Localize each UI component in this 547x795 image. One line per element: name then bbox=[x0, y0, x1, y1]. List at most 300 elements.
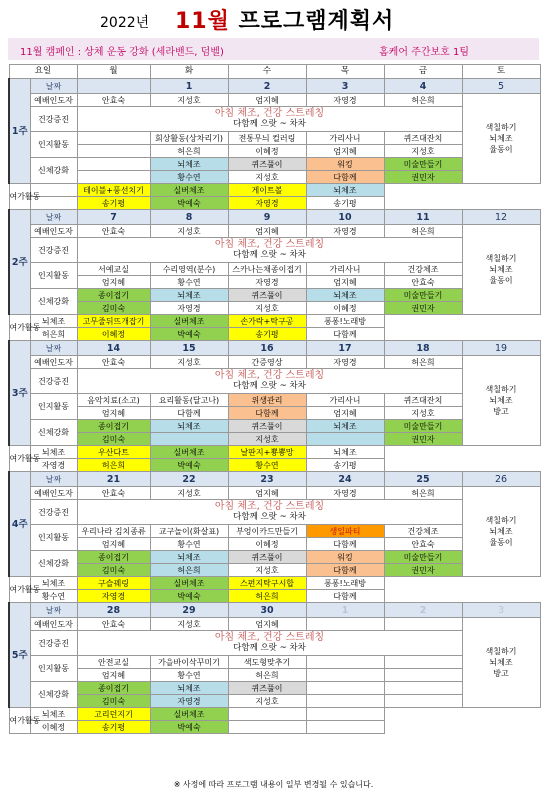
greeter-cell: 안효숙 bbox=[77, 618, 150, 631]
physical-leader: 권민자 bbox=[384, 171, 462, 184]
date-cell: 21 bbox=[77, 472, 150, 487]
physical-leader bbox=[306, 433, 384, 446]
greeter-cell: 지성호 bbox=[150, 487, 228, 500]
physical-program: 뇌체조 bbox=[306, 420, 384, 433]
date-cell: 25 bbox=[384, 472, 462, 487]
physical-leader-row bbox=[9, 171, 540, 184]
cognitive-program: 요리활동(달고나) bbox=[150, 394, 228, 407]
stretch-subtitle: 다함께 으랏 ~ 차차 bbox=[233, 381, 306, 391]
cognitive-label: 인지활동 bbox=[30, 394, 77, 420]
physical-leader: 지성호 bbox=[228, 302, 306, 315]
leisure-leader: 박예숙 bbox=[150, 197, 228, 210]
stretch-subtitle: 다함께 으랏 ~ 차차 bbox=[233, 250, 306, 260]
physical-leader: 김미숙 bbox=[77, 695, 150, 708]
greeter-cell: 지성호 bbox=[150, 94, 228, 107]
leisure-leader: 자영경 bbox=[30, 459, 77, 472]
cognitive-leader: 엄지혜 bbox=[306, 276, 384, 289]
cognitive-leader: 엄지혜 bbox=[77, 276, 150, 289]
cognitive-leader: 허은희 bbox=[228, 669, 306, 682]
greeter-cell: 허은희 bbox=[384, 94, 462, 107]
leisure-program: 실버체조 bbox=[150, 446, 228, 459]
date-row bbox=[9, 472, 540, 487]
physical-program: 퀴즈풀이 bbox=[228, 682, 306, 695]
greeter-cell bbox=[306, 618, 384, 631]
date-row-label: 날짜 bbox=[30, 79, 77, 94]
leisure-program: 퐁퐁!노래방 bbox=[306, 315, 384, 328]
physical-leader: 다함께 bbox=[306, 564, 384, 577]
title-month: 11월 bbox=[175, 9, 230, 34]
title-text: 프로그램계획서 bbox=[238, 9, 395, 34]
leisure-leader: 송기평 bbox=[228, 328, 306, 341]
cognitive-program: 전통무늬 컬러링 bbox=[228, 132, 306, 145]
physical-program: 종이접기 bbox=[77, 682, 150, 695]
cognitive-label: 인지활동 bbox=[30, 656, 77, 682]
leisure-program: 손가락+탁구공 bbox=[228, 315, 306, 328]
day-header-row bbox=[9, 65, 540, 79]
footnote: ※ 사정에 따라 프로그램 내용이 일부 변경될 수 있습니다. bbox=[173, 780, 374, 789]
greeter-cell: 엄지혜 bbox=[228, 618, 306, 631]
campaign-text: 11월 캠페인 : 상체 운동 강화 (세라밴드, 덤벨) bbox=[20, 47, 224, 58]
leisure-leader: 다함께 bbox=[306, 590, 384, 603]
greeter-row bbox=[9, 94, 540, 107]
physical-program: 퀴즈풀이 bbox=[228, 289, 306, 302]
leisure-leader: 송기평 bbox=[306, 459, 384, 472]
physical-row bbox=[9, 551, 540, 564]
greeter-row bbox=[9, 225, 540, 238]
physical-program: 뇌체조 bbox=[150, 420, 228, 433]
stretch-subtitle: 다함께 으랏 ~ 차차 bbox=[233, 512, 306, 522]
date-cell: 28 bbox=[77, 603, 150, 618]
physical-leader: 김미숙 bbox=[77, 564, 150, 577]
cognitive-leader-row bbox=[9, 145, 540, 158]
cognitive-program: 퀴즈대잔치 bbox=[384, 132, 462, 145]
leisure-program: 퐁퐁!노래방 bbox=[306, 577, 384, 590]
week-label: 1주 bbox=[9, 79, 30, 184]
health-label: 건강증진 bbox=[30, 500, 77, 525]
physical-leader-row bbox=[9, 695, 540, 708]
cognitive-program: 위생관리 bbox=[228, 394, 306, 407]
greeter-cell: 허은희 bbox=[384, 487, 462, 500]
health-label: 건강증진 bbox=[30, 107, 77, 132]
stretch-title: 아침 체조, 건강 스트레칭 bbox=[214, 632, 325, 643]
cognitive-leader-row bbox=[9, 669, 540, 682]
cognitive-program bbox=[384, 656, 462, 669]
date-cell: 23 bbox=[228, 472, 306, 487]
physical-leader: 김미숙 bbox=[77, 433, 150, 446]
physical-leader: 권민자 bbox=[384, 302, 462, 315]
cognitive-leader: 황수연 bbox=[150, 276, 228, 289]
physical-row bbox=[9, 420, 540, 433]
leisure-program: 고무줄뒤뜨개잡기 bbox=[77, 315, 150, 328]
leisure-leader: 박예숙 bbox=[150, 590, 228, 603]
cognitive-program: 색도형맞추기 bbox=[228, 656, 306, 669]
physical-program bbox=[77, 158, 150, 171]
stretch-title: 아침 체조, 건강 스트레칭 bbox=[214, 108, 325, 119]
leisure-leader: 자영경 bbox=[77, 590, 150, 603]
saturday-activity: 색칠하기 뇌체조 율동이 bbox=[462, 94, 540, 184]
greeter-cell: 지성호 bbox=[150, 225, 228, 238]
physical-leader: 황수연 bbox=[150, 171, 228, 184]
leisure-label: 여가활동 bbox=[9, 315, 30, 341]
leisure-leader: 황수연 bbox=[30, 590, 77, 603]
leisure-leader: 박예숙 bbox=[150, 721, 228, 734]
cognitive-program: 안전교실 bbox=[77, 656, 150, 669]
physical-leader: 이혜정 bbox=[306, 302, 384, 315]
campaign-banner bbox=[8, 38, 539, 60]
leisure-row bbox=[9, 577, 540, 590]
physical-leader: 허은희 bbox=[150, 564, 228, 577]
greeter-row bbox=[9, 356, 540, 369]
cognitive-leader: 안효숙 bbox=[384, 276, 462, 289]
physical-leader: 지성호 bbox=[228, 433, 306, 446]
physical-row bbox=[9, 289, 540, 302]
physical-label: 신체강화 bbox=[30, 551, 77, 577]
date-row bbox=[9, 210, 540, 225]
leisure-leader: 이혜정 bbox=[30, 721, 77, 734]
day-header: 금 bbox=[384, 65, 462, 79]
leisure-program: 테이블+풍선치기 bbox=[77, 184, 150, 197]
cognitive-program bbox=[306, 656, 384, 669]
day-header-day: 요일 bbox=[9, 65, 77, 79]
physical-program: 미술만들기 bbox=[384, 420, 462, 433]
cognitive-label: 인지활동 bbox=[30, 263, 77, 289]
date-row bbox=[9, 79, 540, 94]
greeter-cell: 엄지혜 bbox=[228, 225, 306, 238]
date-cell: 30 bbox=[228, 603, 306, 618]
cognitive-program: 건강체조 bbox=[384, 525, 462, 538]
cognitive-leader bbox=[77, 145, 150, 158]
physical-program: 뇌체조 bbox=[150, 682, 228, 695]
date-cell: 1 bbox=[306, 603, 384, 618]
physical-label: 신체강화 bbox=[30, 158, 77, 184]
greeter-label: 예배인도자 bbox=[30, 618, 77, 631]
leisure-program: 구슬꿰링 bbox=[77, 577, 150, 590]
leisure-leader: 허은희 bbox=[30, 328, 77, 341]
cognitive-program: 수리영역(분수) bbox=[150, 263, 228, 276]
date-row-label: 날짜 bbox=[30, 341, 77, 356]
day-header: 수 bbox=[228, 65, 306, 79]
leisure-leader: 박예숙 bbox=[150, 328, 228, 341]
cognitive-row bbox=[9, 132, 540, 145]
health-label: 건강증진 bbox=[30, 369, 77, 394]
greeter-cell: 지성호 bbox=[150, 618, 228, 631]
physical-leader: 자영경 bbox=[150, 302, 228, 315]
greeter-cell: 간증영상 bbox=[228, 356, 306, 369]
cognitive-leader: 안효숙 bbox=[384, 538, 462, 551]
title-year: 2022년 bbox=[100, 15, 150, 31]
cognitive-leader: 다함께 bbox=[228, 407, 306, 420]
stretch-cell bbox=[77, 500, 462, 525]
cognitive-leader: 이혜정 bbox=[228, 145, 306, 158]
physical-program: 종이접기 bbox=[77, 289, 150, 302]
leisure-program bbox=[306, 708, 384, 721]
physical-row bbox=[9, 158, 540, 171]
cognitive-leader: 지성호 bbox=[384, 145, 462, 158]
leisure-leader-row bbox=[9, 459, 540, 472]
physical-program: 퀴즈풀이 bbox=[228, 420, 306, 433]
leisure-row bbox=[9, 446, 540, 459]
cognitive-program: 가리사니 bbox=[306, 394, 384, 407]
leisure-leader: 송기평 bbox=[77, 197, 150, 210]
physical-leader: 권민자 bbox=[384, 564, 462, 577]
day-header: 화 bbox=[150, 65, 228, 79]
week-label: 3주 bbox=[9, 341, 30, 446]
leisure-program: 뇌체조 bbox=[306, 446, 384, 459]
cognitive-program: 부엉이카드만들기 bbox=[228, 525, 306, 538]
leisure-program: 실버체조 bbox=[150, 184, 228, 197]
physical-program: 미술만들기 bbox=[384, 289, 462, 302]
cognitive-leader: 허은희 bbox=[150, 145, 228, 158]
date-cell: 2 bbox=[384, 603, 462, 618]
leisure-leader-row bbox=[9, 590, 540, 603]
stretch-subtitle: 다함께 으랏 ~ 차차 bbox=[233, 643, 306, 653]
physical-program: 뇌체조 bbox=[306, 289, 384, 302]
physical-program: 뇌체조 bbox=[150, 158, 228, 171]
date-cell: 24 bbox=[306, 472, 384, 487]
cognitive-leader: 엄지혜 bbox=[306, 407, 384, 420]
leisure-program: 게이트볼 bbox=[228, 184, 306, 197]
day-header: 월 bbox=[77, 65, 150, 79]
cognitive-program: 가리사니 bbox=[306, 263, 384, 276]
week-label: 2주 bbox=[9, 210, 30, 315]
cognitive-program: 교구놀이(화살표) bbox=[150, 525, 228, 538]
date-row bbox=[9, 603, 540, 618]
leisure-leader-row bbox=[9, 197, 540, 210]
physical-leader: 김미숙 bbox=[77, 302, 150, 315]
leisure-program bbox=[228, 708, 306, 721]
greeter-cell: 엄지혜 bbox=[228, 94, 306, 107]
leisure-row bbox=[9, 315, 540, 328]
cognitive-leader: 황수연 bbox=[150, 669, 228, 682]
page-title bbox=[175, 4, 394, 35]
physical-program: 워킹 bbox=[306, 551, 384, 564]
date-cell: 2 bbox=[228, 79, 306, 94]
physical-leader: 지성호 bbox=[228, 695, 306, 708]
leisure-program: 뇌체조 bbox=[30, 708, 77, 721]
leisure-program: 실버체조 bbox=[150, 708, 228, 721]
greeter-label: 예배인도자 bbox=[30, 94, 77, 107]
physical-leader-row bbox=[9, 564, 540, 577]
date-cell: 26 bbox=[462, 472, 540, 487]
physical-leader: 다함께 bbox=[306, 171, 384, 184]
week-label: 4주 bbox=[9, 472, 30, 577]
stretch-cell bbox=[77, 369, 462, 394]
date-cell: 18 bbox=[384, 341, 462, 356]
physical-program bbox=[306, 682, 384, 695]
greeter-cell: 안효숙 bbox=[77, 356, 150, 369]
greeter-cell: 자영경 bbox=[306, 487, 384, 500]
greeter-cell: 허은희 bbox=[384, 225, 462, 238]
date-cell: 3 bbox=[306, 79, 384, 94]
cognitive-leader: 엄지혜 bbox=[306, 145, 384, 158]
saturday-activity: 색칠하기 뇌체조 방고 bbox=[462, 618, 540, 708]
cognitive-program: 생일파티 bbox=[306, 525, 384, 538]
physical-leader bbox=[77, 171, 150, 184]
physical-leader: 지성호 bbox=[228, 171, 306, 184]
greeter-cell: 자영경 bbox=[306, 94, 384, 107]
greeter-cell: 허은희 bbox=[384, 356, 462, 369]
leisure-program: 뇌체조 bbox=[306, 184, 384, 197]
cognitive-program: 우리나라 김치종류 bbox=[77, 525, 150, 538]
cognitive-leader bbox=[384, 669, 462, 682]
physical-leader bbox=[150, 433, 228, 446]
greeter-label: 예배인도자 bbox=[30, 356, 77, 369]
physical-program: 뇌체조 bbox=[150, 551, 228, 564]
saturday-activity: 색칠하기 뇌체조 율동이 bbox=[462, 225, 540, 315]
stretch-title: 아침 체조, 건강 스트레칭 bbox=[214, 239, 325, 250]
leisure-program: 우산다트 bbox=[77, 446, 150, 459]
leisure-label: 여가활동 bbox=[9, 446, 30, 472]
date-cell: 19 bbox=[462, 341, 540, 356]
leisure-leader: 송기평 bbox=[77, 721, 150, 734]
leisure-label: 여가활동 bbox=[9, 708, 30, 734]
cognitive-leader: 지성호 bbox=[384, 407, 462, 420]
physical-leader: 권민자 bbox=[384, 433, 462, 446]
cognitive-leader: 다함께 bbox=[306, 538, 384, 551]
leisure-leader-row bbox=[9, 721, 540, 734]
date-cell: 8 bbox=[150, 210, 228, 225]
leisure-program: 날판지+뿅뿅망 bbox=[228, 446, 306, 459]
saturday-activity: 색칠하기 뇌체조 방고 bbox=[462, 356, 540, 446]
cognitive-leader: 엄지혜 bbox=[77, 407, 150, 420]
cognitive-row bbox=[9, 525, 540, 538]
team-name: 홈케어 주간보호 1팀 bbox=[379, 47, 469, 58]
physical-program: 뇌체조 bbox=[150, 289, 228, 302]
date-cell: 1 bbox=[150, 79, 228, 94]
date-cell: 9 bbox=[228, 210, 306, 225]
greeter-row bbox=[9, 487, 540, 500]
cognitive-label: 인지활동 bbox=[30, 525, 77, 551]
leisure-leader: 이혜정 bbox=[77, 328, 150, 341]
cognitive-program bbox=[77, 132, 150, 145]
cognitive-leader: 자영경 bbox=[228, 276, 306, 289]
physical-leader bbox=[384, 695, 462, 708]
cognitive-leader bbox=[306, 669, 384, 682]
physical-program: 퀴즈풀이 bbox=[228, 551, 306, 564]
date-cell: 14 bbox=[77, 341, 150, 356]
leisure-program: 뇌체조 bbox=[30, 577, 77, 590]
leisure-row bbox=[9, 184, 540, 197]
stretch-cell bbox=[77, 238, 462, 263]
date-cell: 3 bbox=[462, 603, 540, 618]
stretch-cell bbox=[77, 631, 462, 656]
cognitive-program: 회상활동(상차리기) bbox=[150, 132, 228, 145]
cognitive-program: 스카나는채종이접기 bbox=[228, 263, 306, 276]
physical-program: 워킹 bbox=[306, 158, 384, 171]
leisure-leader-row bbox=[9, 328, 540, 341]
date-cell: 5 bbox=[462, 79, 540, 94]
cognitive-leader: 엄지혜 bbox=[77, 538, 150, 551]
greeter-cell: 안효숙 bbox=[77, 225, 150, 238]
leisure-program: 실버체조 bbox=[150, 315, 228, 328]
physical-leader-row bbox=[9, 433, 540, 446]
leisure-program: 뇌체조 bbox=[30, 446, 77, 459]
physical-program bbox=[384, 682, 462, 695]
cognitive-program: 가리사니 bbox=[306, 132, 384, 145]
day-header: 목 bbox=[306, 65, 384, 79]
cognitive-program: 서예교실 bbox=[77, 263, 150, 276]
physical-leader: 자영경 bbox=[150, 695, 228, 708]
date-row-label: 날짜 bbox=[30, 210, 77, 225]
cognitive-row bbox=[9, 263, 540, 276]
leisure-leader: 다함께 bbox=[306, 328, 384, 341]
greeter-cell bbox=[384, 618, 462, 631]
physical-leader-row bbox=[9, 302, 540, 315]
date-cell: 7 bbox=[77, 210, 150, 225]
greeter-label: 예배인도자 bbox=[30, 225, 77, 238]
leisure-leader: 송기평 bbox=[306, 197, 384, 210]
date-cell: 29 bbox=[150, 603, 228, 618]
date-cell: 15 bbox=[150, 341, 228, 356]
day-header: 토 bbox=[462, 65, 540, 79]
greeter-label: 예배인도자 bbox=[30, 487, 77, 500]
schedule-table bbox=[8, 64, 541, 734]
cognitive-leader-row bbox=[9, 276, 540, 289]
physical-program: 종이접기 bbox=[77, 420, 150, 433]
greeter-cell: 안효숙 bbox=[77, 94, 150, 107]
title-area bbox=[0, 0, 547, 34]
leisure-program: 실버체조 bbox=[150, 577, 228, 590]
cognitive-program: 퀴즈대잔치 bbox=[384, 394, 462, 407]
health-label: 건강증진 bbox=[30, 238, 77, 263]
week-label: 5주 bbox=[9, 603, 30, 708]
leisure-leader bbox=[306, 721, 384, 734]
physical-label: 신체강화 bbox=[30, 420, 77, 446]
cognitive-leader: 다함께 bbox=[150, 407, 228, 420]
cognitive-label: 인지활동 bbox=[30, 132, 77, 158]
leisure-leader: 허은희 bbox=[77, 459, 150, 472]
cognitive-program: 가을바이삭꾸미기 bbox=[150, 656, 228, 669]
greeter-cell: 안효숙 bbox=[77, 487, 150, 500]
leisure-leader bbox=[228, 721, 306, 734]
date-cell: 16 bbox=[228, 341, 306, 356]
date-row bbox=[9, 341, 540, 356]
date-cell bbox=[77, 79, 150, 94]
stretch-subtitle: 다함께 으랏 ~ 차차 bbox=[233, 119, 306, 129]
leisure-label: 여가활동 bbox=[9, 184, 30, 210]
leisure-program: 뇌체조 bbox=[30, 315, 77, 328]
physical-label: 신체강화 bbox=[30, 682, 77, 708]
cognitive-leader: 엄지혜 bbox=[77, 669, 150, 682]
leisure-program: 고리던지기 bbox=[77, 708, 150, 721]
leisure-leader: 황수연 bbox=[228, 459, 306, 472]
greeter-cell: 자영경 bbox=[306, 225, 384, 238]
cognitive-row bbox=[9, 656, 540, 669]
greeter-cell: 지성호 bbox=[150, 356, 228, 369]
date-cell: 17 bbox=[306, 341, 384, 356]
physical-leader: 지성호 bbox=[228, 564, 306, 577]
date-cell: 4 bbox=[384, 79, 462, 94]
leisure-leader: 박예숙 bbox=[150, 459, 228, 472]
physical-program: 미술만들기 bbox=[384, 551, 462, 564]
stretch-title: 아침 체조, 건강 스트레칭 bbox=[214, 501, 325, 512]
saturday-activity: 색칠하기 뇌체조 율동이 bbox=[462, 487, 540, 577]
date-cell: 12 bbox=[462, 210, 540, 225]
physical-program: 퀴즈풀이 bbox=[228, 158, 306, 171]
cognitive-leader-row bbox=[9, 407, 540, 420]
date-cell: 10 bbox=[306, 210, 384, 225]
stretch-title: 아침 체조, 건강 스트레칭 bbox=[214, 370, 325, 381]
cognitive-leader: 이혜정 bbox=[228, 538, 306, 551]
date-cell: 11 bbox=[384, 210, 462, 225]
physical-row bbox=[9, 682, 540, 695]
leisure-leader: 자영경 bbox=[228, 197, 306, 210]
greeter-cell: 자영경 bbox=[306, 356, 384, 369]
greeter-cell: 엄지혜 bbox=[228, 487, 306, 500]
leisure-program: 스펀지탁구시합 bbox=[228, 577, 306, 590]
cognitive-program: 건강체조 bbox=[384, 263, 462, 276]
physical-program: 종이접기 bbox=[77, 551, 150, 564]
